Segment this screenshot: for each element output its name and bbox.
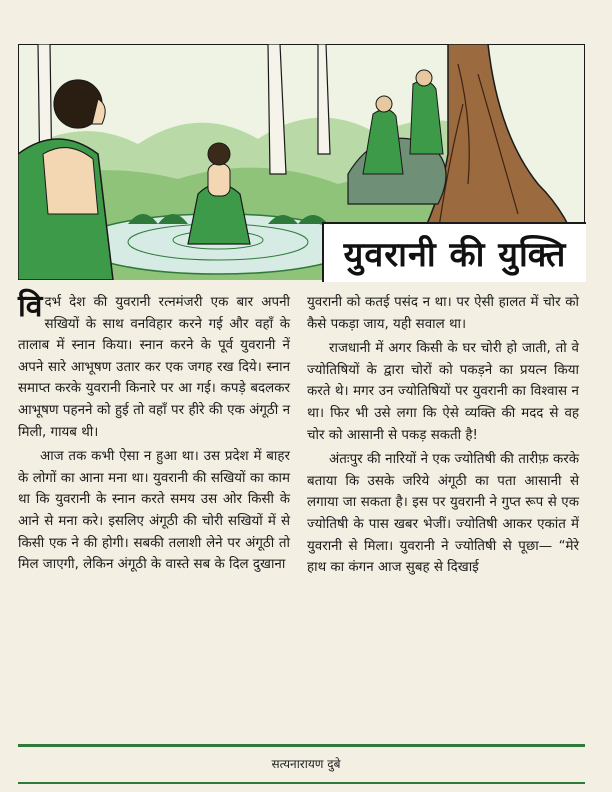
- paragraph: अंतःपुर की नारियों ने एक ज्योतिषी की तारीफ़ करके बताया कि उसके जरिये अंगूठी का पता आसानी से लगाया जा सकता है। इस पर युवरानी ने गुप्त रूप से एक ज्योतिषी के पास खबर भेजीं। ज्योतिषी आकर एकांत में युवरानी से मिला। युवरानी ने ज्योतिषी से पूछा— “मेरे हाथ का कंगन आज सुबह से दिखाई: [307, 452, 579, 576]
- right-column: [307, 292, 579, 579]
- author-name: सत्यनारायण दुबे: [271, 757, 341, 771]
- drop-cap: वि: [18, 289, 43, 324]
- title-box: [322, 222, 586, 282]
- paragraph: [18, 289, 290, 443]
- paragraph-text: दर्भ देश की युवरानी रत्नमंजरी एक बार अपनी सखियों के साथ वनविहार करने गई और वहाँ के तालाब में स्नान किया। स्नान करने के पूर्व युवरानी नें अपने सारे आभूषण उतार कर एक जगह रख दिये। स्नान समाप्त करके युवरानी किनारे पर आ गई। कपड़े बदलकर आभूषण पहनने को हुई तो वहाँ पर हीरे की एक अंगूठी न मिली, गायब थी।: [18, 295, 290, 440]
- story-title: युवरानी की युक्ति: [343, 235, 567, 275]
- paragraph: युवरानी को कतई पसंद न था। पर ऐसी हालत में चोर को कैसे पकड़ा जाय, यही सवाल था।: [307, 295, 579, 332]
- footer-rule-bottom: [18, 782, 585, 784]
- paragraph: आज तक कभी ऐसा न हुआ था। उस प्रदेश में बाहर के लोगों का आना मना था। युवरानी की सखियों का काम था कि युवरानी के स्नान करते समय उस ओर किसी के आने से मना करे। इसलिए अंगूठी की चोरी सखियों में से किसी एक ने की होगी। सबकी तलाशी लेने पर अंगूठी तो मिल जाएगी, लेकिन अंगूठी के वास्ते सब के दिल दुखाना: [18, 449, 290, 573]
- paragraph: राजधानी में अगर किसी के घर चोरी हो जाती, तो वे ज्योतिषियों के द्वारा चोरों को पकड़ने का प्रयत्न किया करते थे। मगर उन ज्योतिषियों पर युवरानी का विश्वास न था। फिर भी उसे लगा कि ऐसे व्यक्ति की मदद से वह चोर को आसानी से पकड़ सकती है!: [307, 341, 579, 443]
- footer-rule-top: [18, 744, 585, 747]
- left-column: [18, 289, 290, 576]
